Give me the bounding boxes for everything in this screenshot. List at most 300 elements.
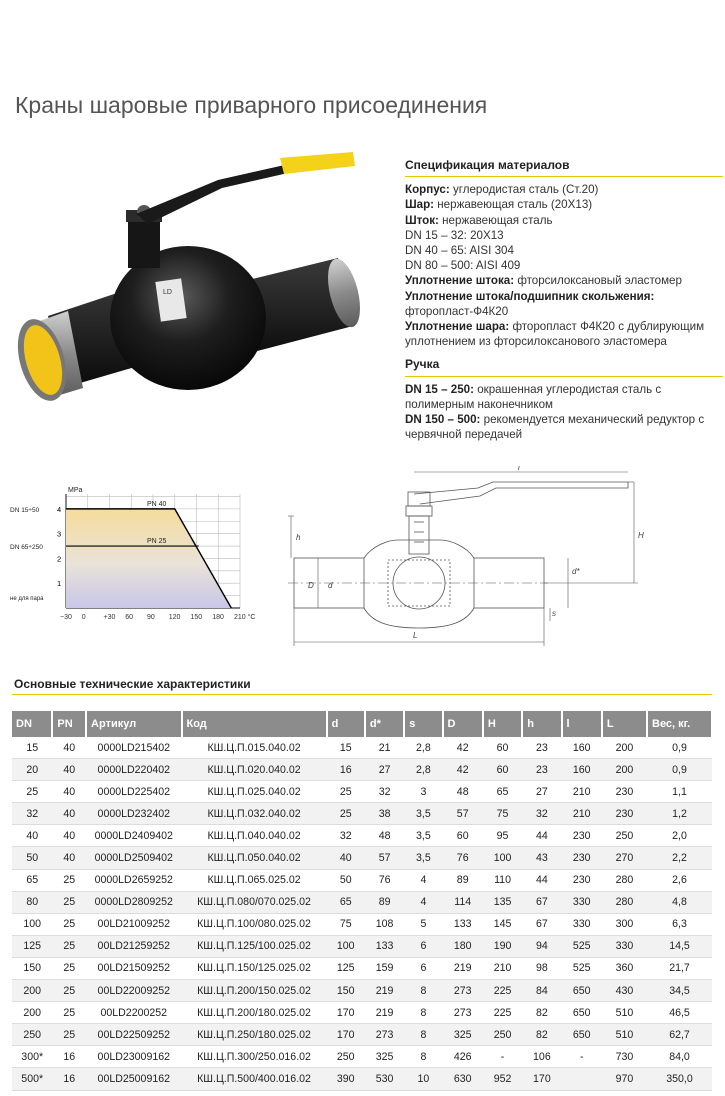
table-cell: 16 (327, 759, 365, 781)
table-cell: 350,0 (647, 1068, 712, 1090)
table-cell: 20 (12, 759, 52, 781)
table-cell: 650 (562, 1002, 602, 1024)
column-header: d (327, 711, 365, 737)
table-cell: 38 (365, 803, 404, 825)
spec-value: фторопласт-Ф4К20 (405, 304, 509, 318)
table-cell: КШ.Ц.П.025.040.02 (182, 781, 327, 803)
table-cell: 23 (522, 737, 561, 759)
table-cell: 159 (365, 957, 404, 979)
table-cell: 21 (365, 737, 404, 759)
table-cell: 210 (562, 781, 602, 803)
spec-label: Уплотнение штока: (405, 274, 515, 288)
table-cell: 510 (602, 1002, 647, 1024)
column-header: PN (52, 711, 86, 737)
table-cell: 170 (327, 1024, 365, 1046)
handle-line (405, 412, 723, 427)
column-header: d* (365, 711, 404, 737)
spec-line (405, 228, 723, 243)
table-cell: 3,5 (404, 803, 442, 825)
table-cell: 325 (365, 1046, 404, 1068)
table-row (12, 803, 712, 825)
table-cell: 57 (365, 847, 404, 869)
materials-spec (405, 158, 723, 442)
table-cell: 100 (327, 935, 365, 957)
table-cell: 170 (522, 1068, 561, 1090)
table-row (12, 1024, 712, 1046)
table-cell: 32 (365, 781, 404, 803)
table-cell: 40 (12, 825, 52, 847)
table-cell: 360 (602, 957, 647, 979)
spec-value: углеродистая сталь (Ст.20) (449, 183, 599, 197)
table-cell: 48 (365, 825, 404, 847)
table-cell: КШ.Ц.П.015.040.02 (182, 737, 327, 759)
table-row (12, 737, 712, 759)
table-cell: 32 (12, 803, 52, 825)
table-cell: КШ.Ц.П.100/080.025.02 (182, 913, 327, 935)
spec-line (405, 258, 723, 273)
table-cell: 84,0 (647, 1046, 712, 1068)
table-cell: 8 (404, 1024, 442, 1046)
table-cell: 65 (12, 869, 52, 891)
table-cell: 16 (52, 1068, 86, 1090)
table-cell: 1,2 (647, 803, 712, 825)
table-cell: 952 (483, 1068, 522, 1090)
dim-L: L (413, 631, 418, 640)
x-tick-label: 120 (168, 614, 181, 621)
table-cell: КШ.Ц.П.300/250.016.02 (182, 1046, 327, 1068)
table-cell: 89 (443, 869, 483, 891)
table-cell: 160 (562, 737, 602, 759)
y-tick-label: 1 (57, 579, 62, 589)
table-cell: 200 (602, 737, 647, 759)
spec-label: Уплотнение шара: (405, 320, 510, 334)
y-tick-label: 4 (57, 504, 62, 514)
table-cell: 2,8 (404, 759, 442, 781)
table-cell: 14,5 (647, 935, 712, 957)
table-row (12, 847, 712, 869)
table-row (12, 957, 712, 979)
table-cell: 2,8 (404, 737, 442, 759)
spec-value: DN 15 – 32: 20Х13 (405, 228, 504, 242)
column-header: Код (182, 711, 327, 737)
table-cell: 1,1 (647, 781, 712, 803)
unit-label: MPa (68, 487, 83, 494)
table-cell: 0000LD225402 (86, 781, 181, 803)
table-cell: 650 (562, 1024, 602, 1046)
table-cell: 230 (602, 781, 647, 803)
spec-value: нержавеющая сталь (438, 213, 553, 227)
table-cell: 500* (12, 1068, 52, 1090)
table-cell: 27 (522, 781, 561, 803)
table-cell: 133 (365, 935, 404, 957)
table-cell: 27 (365, 759, 404, 781)
table-cell: 225 (483, 1002, 522, 1024)
table-cell: 6 (404, 935, 442, 957)
table-cell: 135 (483, 891, 522, 913)
dim-H: H (638, 531, 644, 540)
table-cell: 44 (522, 825, 561, 847)
dim-d1: d* (572, 567, 580, 576)
table-cell: 100 (12, 913, 52, 935)
table-cell: 6,3 (647, 913, 712, 935)
table-cell: 280 (602, 891, 647, 913)
spec-value: уплотнением из фторсилоксанового эластомера (405, 335, 667, 349)
table-cell: - (562, 1046, 602, 1068)
table-cell: 273 (443, 980, 483, 1002)
table-cell: КШ.Ц.П.200/150.025.02 (182, 980, 327, 1002)
table-cell: 230 (562, 825, 602, 847)
spec-line (405, 213, 723, 228)
table-cell: КШ.Ц.П.065.025.02 (182, 869, 327, 891)
table-cell: 32 (327, 825, 365, 847)
table-cell: 210 (562, 803, 602, 825)
table-cell: 250 (12, 1024, 52, 1046)
handle-heading: Ручка (405, 357, 723, 376)
table-row (12, 869, 712, 891)
valve-photo (8, 148, 368, 406)
table-cell: 00LD22009252 (86, 980, 181, 1002)
table-cell: 94 (522, 935, 561, 957)
table-cell: 250 (327, 1046, 365, 1068)
table-cell: 650 (562, 980, 602, 1002)
table-cell: 230 (562, 869, 602, 891)
table-cell: 34,5 (647, 980, 712, 1002)
spec-line (405, 243, 723, 258)
table-cell: 82 (522, 1002, 561, 1024)
table-cell: 100 (483, 847, 522, 869)
handle-line (405, 427, 723, 442)
table-cell: 00LD23009162 (86, 1046, 181, 1068)
handle-value: рекомендуется механический редуктор с (480, 413, 705, 427)
table-cell: 0,9 (647, 759, 712, 781)
table-cell: 32 (522, 803, 561, 825)
column-header: Артикул (86, 711, 181, 737)
table-row (12, 935, 712, 957)
spec-line (405, 273, 723, 288)
spec-label: Корпус: (405, 183, 450, 197)
table-cell: 225 (483, 980, 522, 1002)
spec-line (405, 304, 723, 319)
x-tick-label: 150 (190, 614, 203, 621)
table-cell: КШ.Ц.П.050.040.02 (182, 847, 327, 869)
table-cell: 426 (443, 1046, 483, 1068)
y-tick-label: 2 (57, 554, 62, 564)
table-cell: 25 (52, 869, 86, 891)
table-cell: 65 (483, 781, 522, 803)
table-cell: 67 (522, 913, 561, 935)
table-cell: 15 (327, 737, 365, 759)
characteristics-divider (12, 694, 712, 695)
table-cell: 4,8 (647, 891, 712, 913)
column-header: DN (12, 711, 52, 737)
table-cell: 44 (522, 869, 561, 891)
table-cell: 25 (52, 1024, 86, 1046)
handle-value: окрашенная углеродистая сталь с (473, 382, 662, 396)
table-cell: 525 (562, 935, 602, 957)
spec-label: Шток: (405, 213, 439, 227)
dim-D: D (308, 581, 314, 590)
table-cell: 75 (327, 913, 365, 935)
column-header: H (483, 711, 522, 737)
dim-s: s (552, 609, 556, 618)
table-cell: 40 (52, 803, 86, 825)
table-cell: 00LD25009162 (86, 1068, 181, 1090)
y-tick-label: 3 (57, 529, 62, 539)
table-cell: 57 (443, 803, 483, 825)
table-cell: 0000LD215402 (86, 737, 181, 759)
table-cell: 82 (522, 1024, 561, 1046)
table-cell: 23 (522, 759, 561, 781)
table-cell: 00LD2200252 (86, 1002, 181, 1024)
table-row (12, 1068, 712, 1090)
x-tick-label: +30 (103, 614, 116, 621)
table-cell: 40 (52, 825, 86, 847)
table-cell: 190 (483, 935, 522, 957)
table-cell: 0,9 (647, 737, 712, 759)
x-tick-label: 0 (81, 614, 86, 621)
x-tick-label: 90 (147, 614, 155, 621)
spec-line (405, 197, 723, 212)
table-cell: 21,7 (647, 957, 712, 979)
table-cell: 106 (522, 1046, 561, 1068)
table-cell: 145 (483, 913, 522, 935)
table-cell: 270 (602, 847, 647, 869)
table-cell: 75 (483, 803, 522, 825)
series-label: PN 25 (147, 538, 167, 546)
table-cell: 84 (522, 980, 561, 1002)
table-cell: 273 (365, 1024, 404, 1046)
table-cell: 43 (522, 847, 561, 869)
table-cell: 8 (404, 1002, 442, 1024)
table-cell: 0000LD232402 (86, 803, 181, 825)
table-cell: 5 (404, 913, 442, 935)
table-cell: 10 (404, 1068, 442, 1090)
table-cell: 110 (483, 869, 522, 891)
table-cell: 114 (443, 891, 483, 913)
materials-heading: Спецификация материалов (405, 158, 723, 177)
table-cell: 230 (562, 847, 602, 869)
table-cell: 40 (327, 847, 365, 869)
column-header: D (443, 711, 483, 737)
table-cell: 89 (365, 891, 404, 913)
table-cell: 525 (562, 957, 602, 979)
table-cell: 25 (12, 781, 52, 803)
table-cell: 40 (52, 781, 86, 803)
table-cell: 40 (52, 759, 86, 781)
table-cell: 40 (52, 847, 86, 869)
table-cell: 4 (404, 869, 442, 891)
table-cell: - (483, 1046, 522, 1068)
table-cell: 970 (602, 1068, 647, 1090)
table-cell: 80 (12, 891, 52, 913)
table-cell: 50 (327, 869, 365, 891)
table-cell: 0000LD2509402 (86, 847, 181, 869)
series-label: PN 40 (147, 500, 167, 508)
x-tick-label: 210 °C (234, 614, 256, 621)
spec-line (405, 289, 723, 304)
table-cell: 67 (522, 891, 561, 913)
page-title: Краны шаровые приварного присоединения (15, 92, 488, 118)
table-cell: 60 (483, 759, 522, 781)
table-cell: 730 (602, 1046, 647, 1068)
valve-drawing (288, 466, 720, 656)
table-cell: 250 (602, 825, 647, 847)
steam-note: не для пара (10, 596, 44, 602)
handle-line (405, 382, 723, 397)
table-cell: 65 (327, 891, 365, 913)
spec-line (405, 319, 723, 334)
table-cell: 6 (404, 957, 442, 979)
table-cell: 125 (12, 935, 52, 957)
spec-value: нержавеющая сталь (20Х13) (434, 198, 593, 212)
table-cell: 15 (12, 737, 52, 759)
table-cell: 330 (562, 891, 602, 913)
table-cell: 25 (327, 781, 365, 803)
table-cell: 00LD21009252 (86, 913, 181, 935)
valve-logo: LD (163, 289, 172, 296)
table-cell: КШ.Ц.П.200/180.025.02 (182, 1002, 327, 1024)
column-header: h (522, 711, 561, 737)
table-cell: 25 (52, 891, 86, 913)
series-dn-label: DN 65÷250 (10, 544, 43, 552)
table-cell: 200 (602, 759, 647, 781)
column-header: L (602, 711, 647, 737)
characteristics-title: Основные технические характеристики (14, 677, 251, 691)
table-cell: 219 (443, 957, 483, 979)
table-cell: 300 (602, 913, 647, 935)
table-cell: 530 (365, 1068, 404, 1090)
series-dn-label: DN 15÷50 (10, 506, 40, 514)
table-cell: 2,6 (647, 869, 712, 891)
table-cell: 50 (12, 847, 52, 869)
table-cell: КШ.Ц.П.250/180.025.02 (182, 1024, 327, 1046)
table-cell: 16 (52, 1046, 86, 1068)
table-cell: 170 (327, 1002, 365, 1024)
table-cell: 250 (483, 1024, 522, 1046)
x-tick-label: −30 (60, 614, 72, 621)
table-cell: 330 (602, 935, 647, 957)
table-cell: 330 (562, 913, 602, 935)
table-cell: КШ.Ц.П.020.040.02 (182, 759, 327, 781)
table-cell: 210 (483, 957, 522, 979)
table-cell: 219 (365, 980, 404, 1002)
table-cell: 108 (365, 913, 404, 935)
table-cell: 150 (12, 957, 52, 979)
table-cell: 42 (443, 737, 483, 759)
table-cell: 0000LD220402 (86, 759, 181, 781)
spec-value: фторсилоксановый эластомер (514, 274, 682, 288)
table-row (12, 980, 712, 1002)
pressure-temperature-chart (8, 484, 258, 632)
table-cell: 325 (443, 1024, 483, 1046)
table-cell: 273 (443, 1002, 483, 1024)
spec-line (405, 334, 723, 349)
table-cell: 0000LD2659252 (86, 869, 181, 891)
table-cell: 8 (404, 980, 442, 1002)
table-cell: 25 (52, 980, 86, 1002)
table-cell: 46,5 (647, 1002, 712, 1024)
spec-label: Шар: (405, 198, 435, 212)
column-header: Вес, кг. (647, 711, 712, 737)
table-cell: 62,7 (647, 1024, 712, 1046)
table-cell: 00LD22509252 (86, 1024, 181, 1046)
handle-label: DN 150 – 500: (405, 413, 481, 427)
table-cell: 25 (52, 913, 86, 935)
table-row (12, 913, 712, 935)
table-cell: 8 (404, 1046, 442, 1068)
table-row (12, 1046, 712, 1068)
table-row (12, 1002, 712, 1024)
table-cell: 98 (522, 957, 561, 979)
table-cell: 200 (12, 1002, 52, 1024)
characteristics-table (12, 711, 713, 1091)
table-cell: 76 (365, 869, 404, 891)
table-row (12, 759, 712, 781)
x-tick-label: 60 (125, 614, 134, 621)
spec-value: фторопласт Ф4К20 с дублирующим (509, 320, 705, 334)
table-cell: 133 (443, 913, 483, 935)
table-cell: 300* (12, 1046, 52, 1068)
table-cell: 2,0 (647, 825, 712, 847)
handle-label: DN 15 – 250: (405, 382, 474, 396)
column-header: l (562, 711, 602, 737)
dim-d: d (328, 581, 333, 590)
table-cell: КШ.Ц.П.080/070.025.02 (182, 891, 327, 913)
table-cell: 3 (404, 781, 442, 803)
table-cell: 230 (602, 803, 647, 825)
table-cell: 150 (327, 980, 365, 1002)
table-cell: 630 (443, 1068, 483, 1090)
table-cell: КШ.Ц.П.040.040.02 (182, 825, 327, 847)
table-cell: 430 (602, 980, 647, 1002)
table-cell: 95 (483, 825, 522, 847)
handle-value: полимерным наконечником (405, 397, 554, 411)
table-cell: 160 (562, 759, 602, 781)
spec-label: Уплотнение штока/подшипник скольжения: (405, 289, 655, 303)
handle-value: червячной передачей (405, 428, 523, 442)
table-cell: 40 (52, 737, 86, 759)
table-cell: 2,2 (647, 847, 712, 869)
table-cell: 76 (443, 847, 483, 869)
table-cell: КШ.Ц.П.125/100.025.02 (182, 935, 327, 957)
table-cell: 0000LD2409402 (86, 825, 181, 847)
table-cell: 00LD21259252 (86, 935, 181, 957)
table-cell: 4 (404, 891, 442, 913)
spec-value: DN 80 – 500: AISI 409 (405, 259, 521, 273)
dim-l: l (518, 466, 520, 472)
table-cell: 25 (52, 957, 86, 979)
x-tick-label: 180 (212, 614, 224, 621)
table-cell: КШ.Ц.П.500/400.016.02 (182, 1068, 327, 1090)
table-cell: 280 (602, 869, 647, 891)
table-cell: 60 (443, 825, 483, 847)
table-cell: 25 (52, 1002, 86, 1024)
column-header: s (404, 711, 442, 737)
table-cell: 42 (443, 759, 483, 781)
table-cell: 180 (443, 935, 483, 957)
table-row (12, 825, 712, 847)
table-row (12, 891, 712, 913)
table-cell: 00LD21509252 (86, 957, 181, 979)
table-cell (562, 1068, 602, 1090)
table-cell: 3,5 (404, 825, 442, 847)
table-cell: 3,5 (404, 847, 442, 869)
table-cell: КШ.Ц.П.032.040.02 (182, 803, 327, 825)
table-cell: 25 (52, 935, 86, 957)
dim-h: h (296, 533, 301, 542)
handle-line (405, 397, 723, 412)
table-cell: 48 (443, 781, 483, 803)
